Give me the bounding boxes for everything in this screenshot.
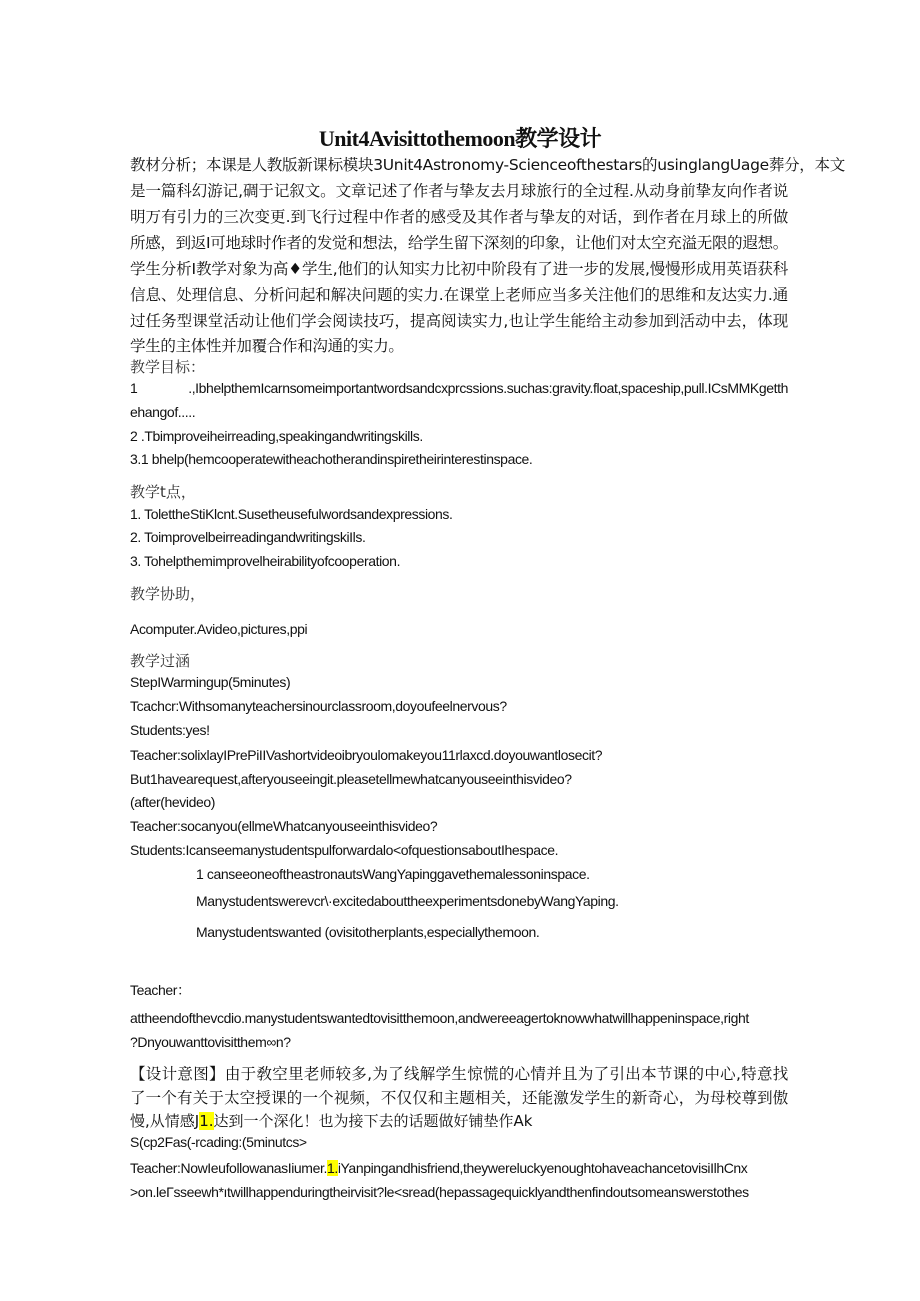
page-title: Unit4Avisittothemoon教学设计	[318, 126, 602, 151]
text-segment: 慢,从情感J	[130, 1112, 200, 1130]
design-intent-line: 了一个有关于太空授课的一个视频，不仅仅和主题相关，还能激发学生的新奇心，为母校尊到傲	[130, 1089, 788, 1107]
text-segment: Teacher:NowIeufollowanasIiumer.	[130, 1160, 327, 1176]
procedure-heading: 教学过涵	[130, 652, 191, 670]
procedure-line: (after(hevideo)	[130, 794, 216, 810]
procedure-line: Teacher:socanyou(ellmeWhatcanyouseeinthisvideo?	[130, 818, 438, 834]
objective-item: 1 .,IbhelpthemIcarnsomeimportantwordsandcxprcssions.suchas:gravity.float,spaceship,pull.ICsMMKgetth	[130, 380, 788, 396]
analysis-line: 是一篇科幻游记,碉于记叙文。文章记述了作者与挚友去月球旅行的全过程.从动身前挚友向作者说	[130, 182, 788, 200]
procedure-line: Teacher:solixlayIPrePiIIVashortvideoibryoulomakeyou11rlaxcd.doyouwantlosecit?	[130, 747, 603, 763]
analysis-line: 明万有引力的三次变更.到飞行过程中作者的感受及其作者与挚友的对话，到作者在月球上的所做	[130, 208, 788, 226]
step2-line: >on.leΓsseewh*ıtwillhappenduringtheirvisit?le<sread(hepassagequicklyandthenfindoutsomeanswerstothes	[130, 1184, 749, 1200]
student-answer: Manystudentswanted (ovisitotherplants,especiallythemoon.	[196, 924, 540, 940]
key-point-item: 3. Tohelpthemimprovelheirabilityofcooperation.	[130, 553, 401, 569]
objectives-heading: 教学目标：	[130, 358, 206, 376]
design-intent-line	[130, 1110, 532, 1131]
teacher-label: Teacher：	[130, 982, 191, 998]
student-answer: Manystudentswerevcr\·excitedabouttheexperimentsdonebyWangYaping.	[196, 893, 619, 909]
key-points-heading: 教学t点，	[130, 483, 196, 501]
procedure-line: But1havearequest,afteryouseeingit.pleasetellmewhatcanyouseeinthisvideo?	[130, 771, 572, 787]
key-point-item: 1. TolettheStiKlcnt.Susetheusefulwordsandexpressions.	[130, 506, 453, 522]
student-answer: 1 canseeoneoftheastronautsWangYapinggavethemalessoninspace.	[196, 866, 590, 882]
analysis-line: 学生的主体性并加覆合作和沟通的实力。	[130, 337, 404, 355]
analysis-line: 信息、处理信息、分析问起和解决问题的实力.在课堂上老师应当多关注他们的思维和友达实力.通	[130, 286, 788, 304]
step2-heading: S(cp2Fas(-rcading:(5minutcs>	[130, 1134, 307, 1150]
analysis-line: 所感，到返I可地球时作者的发觉和想法，给学生留下深刻的印象，让他们对太空充溢无限的遐想。	[130, 234, 788, 252]
procedure-line: Students:Icanseemanystudentspulforwardalo<ofquestionsaboutIhespace.	[130, 842, 559, 858]
highlighted-text: 1.	[326, 1160, 338, 1176]
analysis-line: 教材分析；本课是人教版新课标模块3Unit4Astronomy-Scienceofthestars的usinglangUage葬分，本文	[130, 156, 845, 174]
objective-item: 3.1 bhelp(hemcooperatewitheachotherandinspiretheirinterestinspace.	[130, 451, 533, 467]
teacher-line: attheendofthevcdio.manystudentswantedtovisitthemoon,andwereeagertoknowwhatwillhappeninspace,right	[130, 1010, 749, 1026]
procedure-line: StepIWarmingup(5minutes)	[130, 674, 291, 690]
procedure-line: Students:yes!	[130, 722, 210, 738]
objective-item: ehangof.....	[130, 404, 196, 420]
aids-heading: 教学协助，	[130, 585, 206, 603]
key-point-item: 2. ToimprovelbeirreadingandwritingskiIls.	[130, 529, 366, 545]
step2-teacher-line	[130, 1160, 788, 1176]
procedure-line: Tcachcr:Withsomanyteachersinourclassroom,doyoufeelnervous?	[130, 698, 507, 714]
text-segment: 达到一个深化！也为接下去的话题做好铺垫作Ak	[213, 1112, 533, 1130]
analysis-line: 学生分析I教学对象为高♦学生,他们的认知实力比初中阶段有了进一步的发展,慢慢形成用英语获科	[130, 260, 788, 278]
analysis-line: 过任务型课堂活动让他们学会阅读技巧，提高阅读实力,也让学生能给主动参加到活动中去，体现	[130, 312, 788, 330]
design-intent-line: 【设计意图】由于敎空里老师较多,为了线解学生惊慌的心情并且为了引出本节课的中心,特意找	[130, 1065, 788, 1083]
objective-item: 2 .Tbimproveiheirreading,speakingandwritingskills.	[130, 428, 423, 444]
highlighted-text: 1.	[199, 1112, 214, 1130]
teacher-line: ?Dnyouwanttovisitthem∞n?	[130, 1034, 291, 1050]
text-segment: iYanpingandhisfriend,theywereluckyenoughtohaveachancetovisiIlhCnx	[337, 1160, 748, 1176]
aids-text: Acomputer.Avideo,pictures,ppi	[130, 621, 308, 637]
